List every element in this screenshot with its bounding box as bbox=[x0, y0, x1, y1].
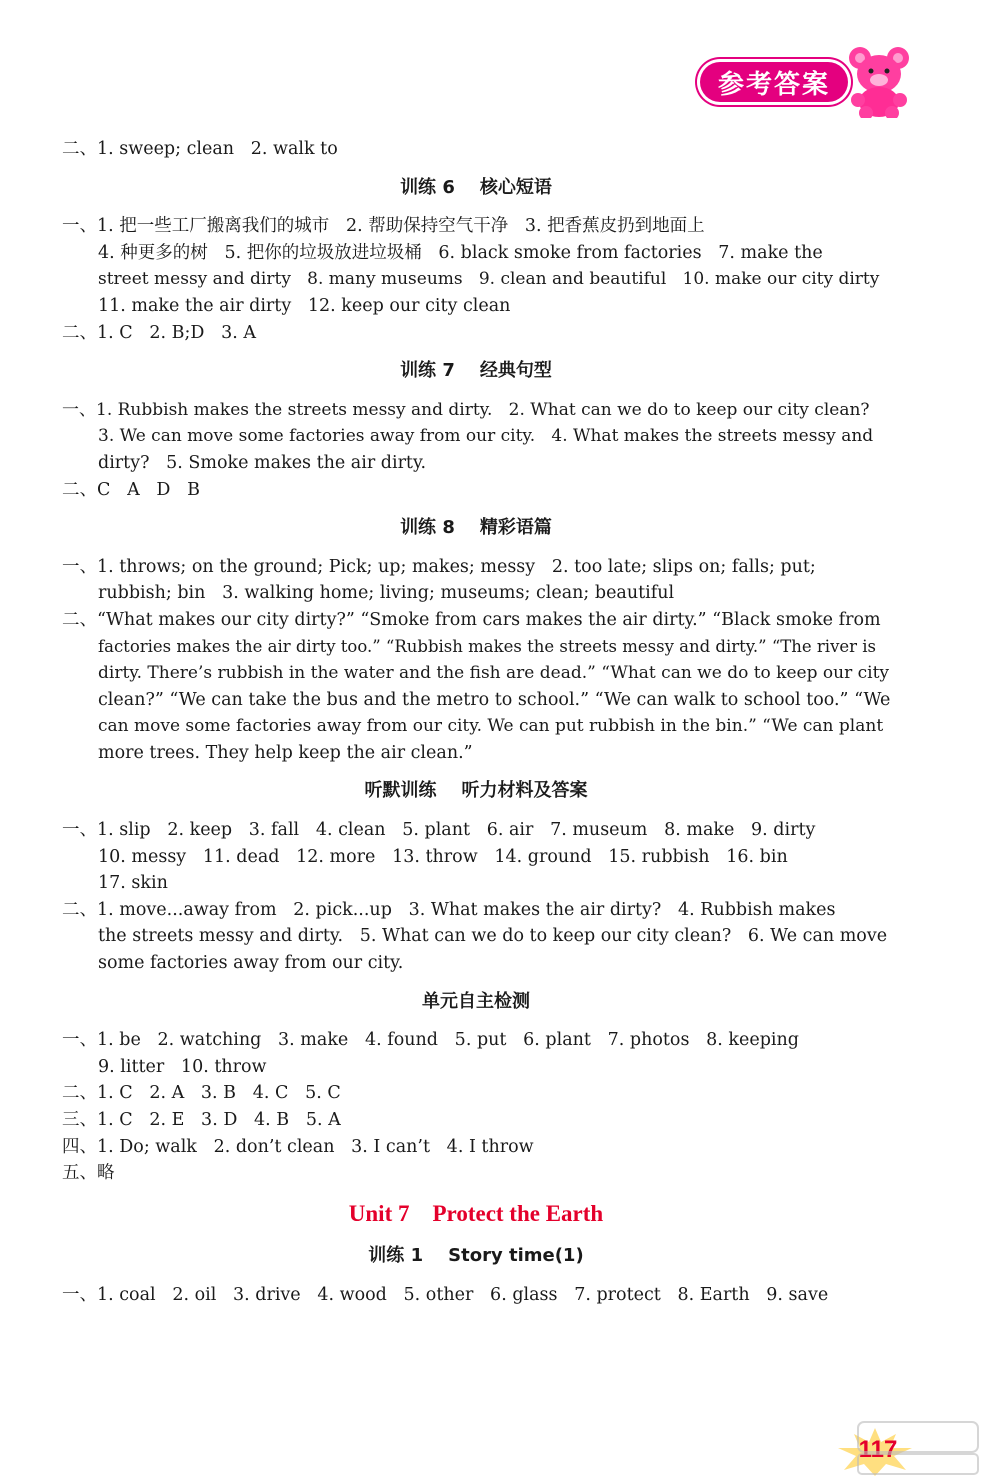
answer-line: rubbish; bin 3. walking home; living; museums; clean; beautiful bbox=[98, 583, 675, 604]
answer-line: 二、C A D B bbox=[62, 479, 200, 500]
answer-line: street messy and dirty 8. many museums 9. clean and beautiful 10. make our city dirty bbox=[98, 269, 880, 290]
answer-line: 二、1. C 2. A 3. B 4. C 5. C bbox=[62, 1083, 341, 1104]
teddy-bear-icon bbox=[846, 44, 912, 118]
answer-line: 三、1. C 2. E 3. D 4. B 5. A bbox=[62, 1110, 341, 1130]
answer-line: clean?” “We can take the bus and the metro to school.” “We can walk to school too.” “We bbox=[98, 689, 890, 710]
answer-line: 二、1. C 2. B;D 3. A bbox=[62, 322, 256, 343]
answer-line: 二、1. sweep; clean 2. walk to bbox=[62, 139, 338, 159]
answer-line: factories makes the air dirty too.” “Rubbish makes the streets messy and dirty.” “The river is bbox=[98, 636, 877, 656]
answer-line: 一、1. be 2. watching 3. make 4. found 5. put 6. plant 7. photos 8. keeping bbox=[62, 1030, 799, 1051]
answer-line: 二、1. move...away from 2. pick...up 3. What makes the air dirty? 4. Rubbish makes bbox=[62, 899, 836, 920]
answer-line: can move some factories away from our city. We can put rubbish in the bin.” “We can plant bbox=[98, 716, 884, 737]
section-heading: 单元自主检测 bbox=[422, 990, 530, 1012]
answer-line: 四、1. Do; walk 2. don’t clean 3. I can’t 4. I throw bbox=[62, 1136, 534, 1157]
section-heading: 训练 6 核心短语 bbox=[400, 176, 552, 198]
answer-line: the streets messy and dirty. 5. What can we do to keep our city clean? 6. We can move bbox=[98, 926, 888, 947]
watermark-logo-icon bbox=[828, 1418, 988, 1478]
answer-line: 一、1. slip 2. keep 3. fall 4. clean 5. plant 6. air 7. museum 8. make 9. dirty bbox=[62, 820, 816, 841]
answer-line: more trees. They help keep the air clean.” bbox=[98, 742, 473, 763]
answer-line: 3. We can move some factories away from our city. 4. What makes the streets messy and bbox=[98, 426, 874, 447]
answer-line: 4. 种更多的树 5. 把你的垃圾放进垃圾桶 6. black smoke from factories 7. make the bbox=[98, 242, 823, 263]
answer-line: 一、1. Rubbish makes the streets messy and dirty. 2. What can we do to keep our city clean? bbox=[62, 399, 870, 420]
answer-line: dirty? 5. Smoke makes the air dirty. bbox=[98, 452, 427, 473]
answer-line: 9. litter 10. throw bbox=[98, 1056, 267, 1077]
answer-line: 二、“What makes our city dirty?” “Smoke from cars makes the air dirty.” “Black smoke from bbox=[62, 609, 881, 630]
answer-line: 10. messy 11. dead 12. more 13. throw 14. ground 15. rubbish 16. bin bbox=[98, 846, 788, 867]
answer-line: 一、1. 把一些工厂搬离我们的城市 2. 帮助保持空气干净 3. 把香蕉皮扔到地面上 bbox=[62, 216, 705, 237]
answer-line: dirty. There’s rubbish in the water and the fish are dead.” “What can we do to keep our city bbox=[98, 663, 889, 684]
page-number: 117 bbox=[858, 1436, 898, 1463]
unit-title: Unit 7 Protect the Earth bbox=[348, 1200, 604, 1226]
answer-line: 17. skin bbox=[98, 873, 168, 894]
answer-key-badge: 参考答案 bbox=[700, 62, 848, 102]
answer-line: 五、略 bbox=[62, 1163, 115, 1184]
section-heading: 训练 8 精彩语篇 bbox=[400, 517, 552, 539]
answer-line: some factories away from our city. bbox=[98, 953, 404, 974]
section-heading: 听默训练 听力材料及答案 bbox=[364, 780, 588, 802]
section-heading: 训练 7 经典句型 bbox=[400, 360, 552, 382]
answer-line: 一、1. coal 2. oil 3. drive 4. wood 5. other 6. glass 7. protect 8. Earth 9. save bbox=[62, 1284, 829, 1305]
answer-content bbox=[62, 136, 890, 1309]
section-heading: 训练 1 Story time(1) bbox=[368, 1245, 584, 1267]
answer-line: 11. make the air dirty 12. keep our city clean bbox=[98, 295, 511, 316]
answer-line: 一、1. throws; on the ground; Pick; up; makes; messy 2. too late; slips on; falls; put; bbox=[62, 556, 816, 577]
